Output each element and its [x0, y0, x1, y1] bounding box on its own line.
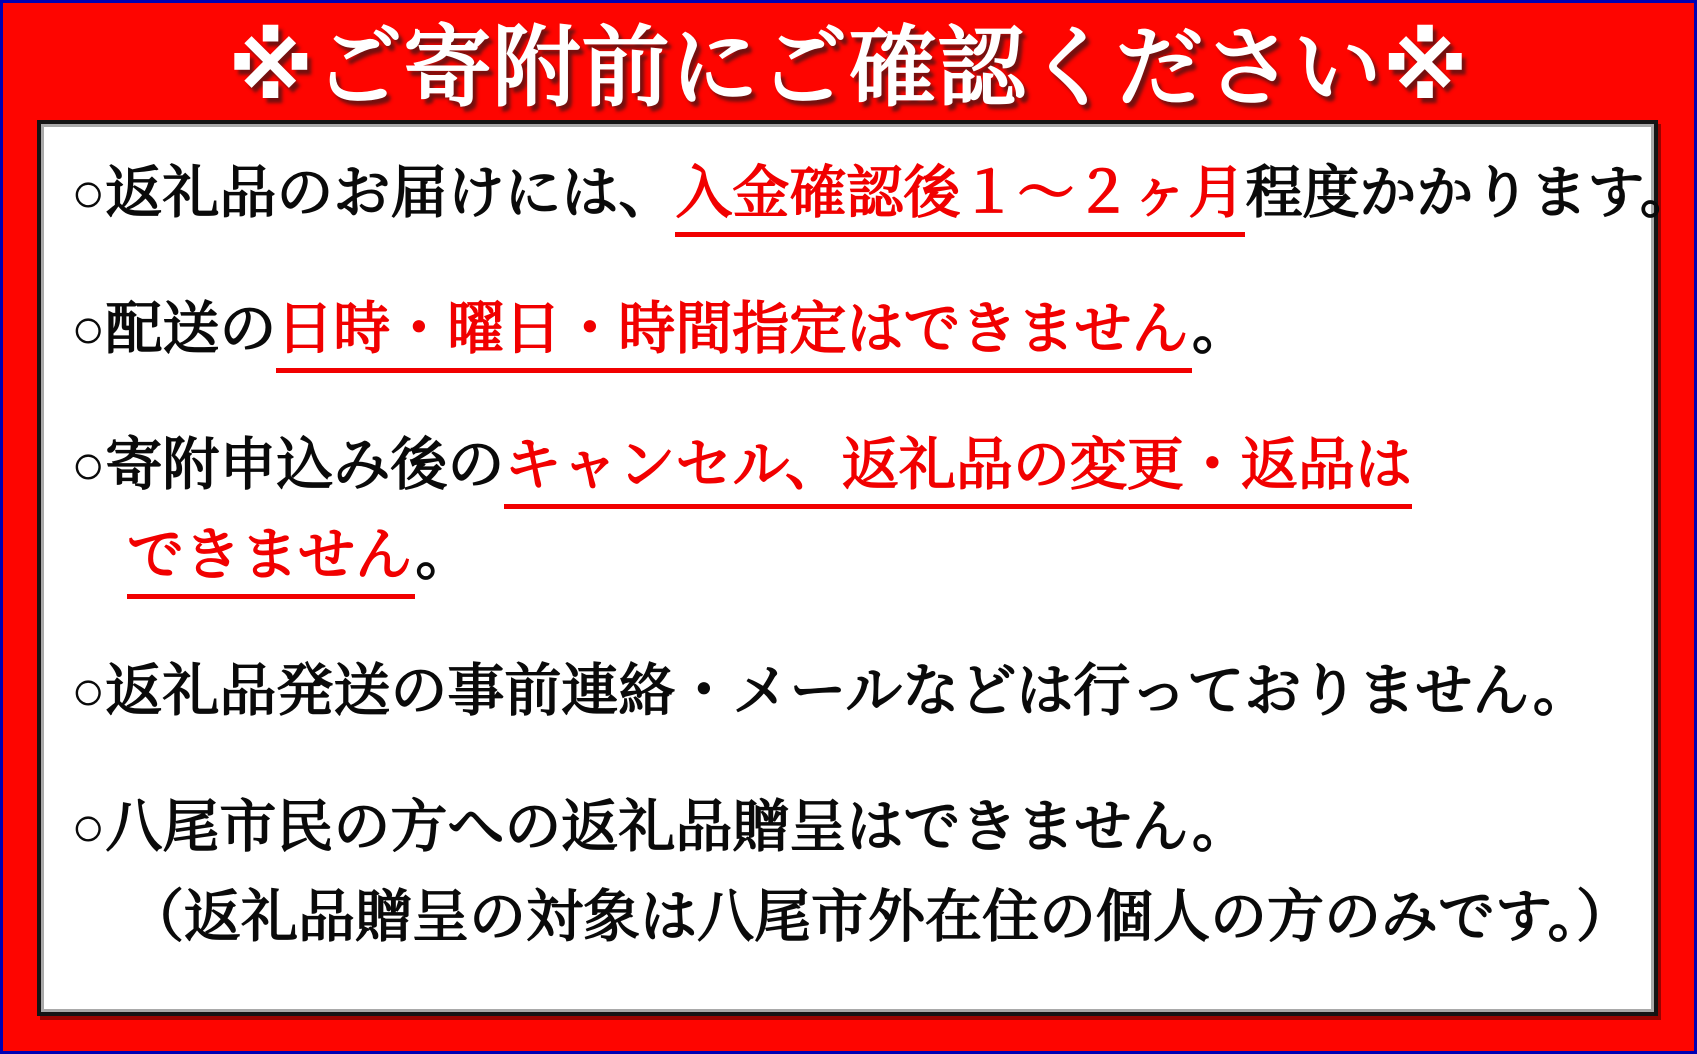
notice-panel — [37, 120, 1697, 1016]
delivery-emphasis-text: 入金確認後１～２ヶ月 — [675, 161, 1245, 237]
advance-contact-text: ○返礼品発送の事前連絡・メールなどは行っておりません。 — [71, 659, 1590, 723]
schedule-emphasis-text: 日時・曜日・時間指定はできません — [276, 297, 1191, 373]
notice-no-cancellation — [71, 420, 1636, 600]
schedule-prefix-text: ○配送の — [71, 297, 277, 361]
cancellation-suffix-text: 。 — [415, 523, 473, 587]
delivery-suffix-text: 程度かかります。 — [1245, 161, 1697, 225]
residents-line1-text: ○八尾市民の方への返礼品贈呈はできません。 — [71, 795, 1249, 859]
notice-delivery-period — [71, 148, 1697, 238]
header-title: ※ご寄附前にご確認ください※ — [227, 18, 1470, 117]
residents-note-line — [127, 872, 1636, 962]
header-banner — [3, 3, 1694, 119]
cancellation-emphasis-line1-text: キャンセル、返礼品の変更・返品は — [504, 433, 1411, 509]
residents-line2-text: （返礼品贈呈の対象は八尾市外在住の個人の方のみです。） — [127, 885, 1633, 949]
notice-yao-residents — [71, 782, 1636, 962]
schedule-suffix-text: 。 — [1191, 297, 1249, 361]
cancellation-emphasis-line2-text: できません — [127, 523, 415, 599]
delivery-prefix-text: ○返礼品のお届けには、 — [71, 161, 676, 225]
cancellation-prefix-text: ○寄附申込み後の — [71, 433, 505, 497]
notice-no-schedule-designation — [71, 284, 1636, 374]
notice-no-advance-contact — [71, 646, 1636, 736]
cancellation-continuation-line — [127, 510, 1636, 600]
